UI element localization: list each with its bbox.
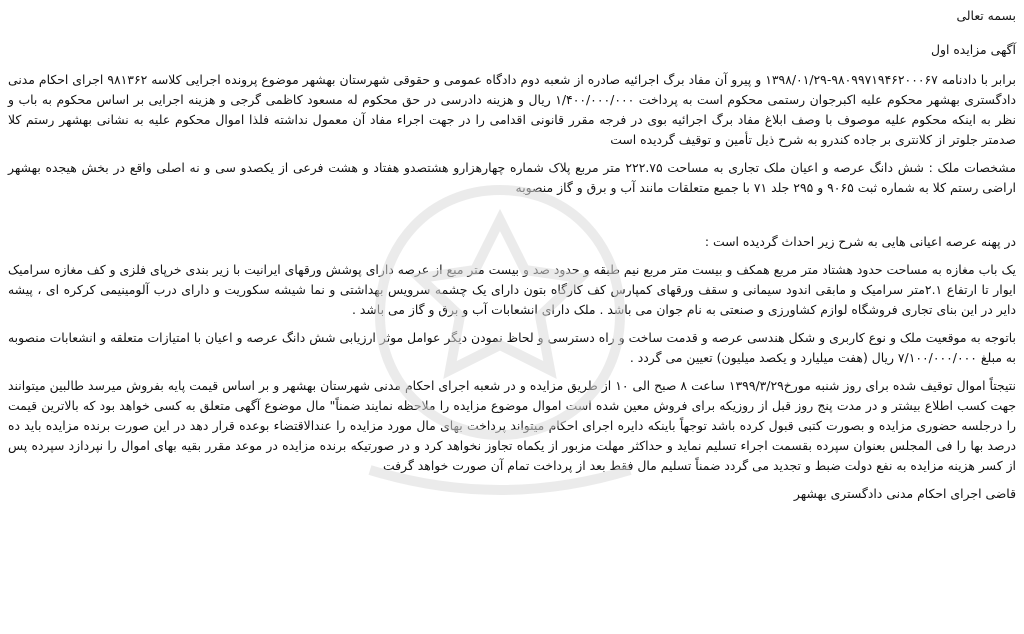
notice-title: آگهی مزایده اول xyxy=(930,42,1016,57)
paragraph-building-description: یک باب مغازه به مساحت حدود هشتاد متر مربع همکف و بیست متر مربع نیم طبقه و حدود صد و بیست متر مبع از عرصه دارای پوشش ورقهای ایرانیت با زیر بندی خرپای فلزی و کف مغازه سرامیک ایوار تا ارتفاع ۲.۱متر سرامیک و مابقی اندود سیمانی و سقف ورقهای کمپارس کف کارگاه بتون دارای یک چشمه سرویس بهداشتی و نما شیشه سکوریت و دارای درب آلومینیمی کرکره ای ، پیشه دایر در این بنای تجاری فروشگاه لوازم کشاورزی و صنعتی به نام جوان می باشد . ملک دارای انشعابات آب و برق و گاز می باشد . xyxy=(8,262,1016,317)
header-basmala: بسمه تعالی xyxy=(956,8,1016,23)
paragraph-valuation: باتوجه به موقعیت ملک و نوع کاربری و شکل هندسی عرصه و قدمت ساخت و راه دسترسی و لحاظ نمودن دیگر عوامل موثر ارزیابی شش دانگ عرصه و اعیان با امتیازات متعلقه و انشعابات منصوبه به مبلغ ۷/۱۰۰/۰۰۰/۰۰۰ ریال (هفت میلیارد و یکصد میلیون) تعیین می گردد . xyxy=(8,330,1016,365)
signature: قاضی اجرای احکام مدنی دادگستری بهشهر xyxy=(793,486,1016,501)
paragraph-judgment: برابر با دادنامه ۹۸۰۹۹۷۱۹۴۶۲۰۰۰۶۷-۱۳۹۸/۰۱/۲۹ و پیرو آن مفاد برگ اجرائیه صادره از شعبه دوم دادگاه عمومی و حقوقی شهرستان بهشهر موضوع پرونده اجرایی کلاسه ۹۸۱۳۶۲ اجرای احکام مدنی دادگستری بهشهر محکوم علیه اکبرجوان رستمی محکوم است به پرداخت ۱/۴۰۰/۰۰۰/۰۰۰ ریال و هزینه دادرسی در حق محکوم له مسعود کاظمی گرجی و هزینه اجرایی بر اساس محکوم به باب و نظر به اینکه محکوم علیه موصوف با وصف ابلاغ مفاد برگ اجرائیه بوی در فرجه مقرر قانونی اقدامی را در جهت اجراء مفاد آن معمول نداشته فلذا اموال محکوم علیه به نشانی بهشهر رستم کلا صدمتر جلوتر از کلانتری بر جاده کندرو به شرح ذیل تأمین و توقیف گردیده است xyxy=(8,72,1016,147)
paragraph-buildings-intro: در پهنه عرصه اعیانی هایی به شرح زیر احداث گردیده است : xyxy=(704,234,1016,249)
paragraph-auction-terms: نتیجتاً اموال توقیف شده برای روز شنبه مورخ۱۳۹۹/۳/۲۹ ساعت ۸ صبح الی ۱۰ از طریق مزایده و در شعبه اجرای احکام مدنی شهرستان بهشهر و بر اساس قیمت پایه بفروش میرسد طالبین میتوانند جهت کسب اطلاع بیشتر و در مدت پنج روز قبل از روزیکه برای فروش معین شده است اموال موضوع مزایده را ملاحظه نمایند ضمناً" مال موضوع آگهی متعلق به کسی خواهد بود که بالاترین قیمت را درجلسه حضوری مزایده و بصورت کتبی قبول کرده باشد توجهاً باینکه دایره اجرای احکام میتواند پرداخت بهای مال مورد مزایده را عندالاقتضاء بوعده قرار دهد در این صورت برنده مزایده باید ده درصد بها را فی المجلس بعنوان سپرده بقسمت اجراء تسلیم نماید و حداکثر مهلت مزبور از یکماه تجاوز نخواهد کرد و در صورتیکه برنده مزایده در موعد مقرر بقیه بهای اموال را نپردازد سپرده پس از کسر هزینه مزایده به نفع دولت ضبط و تجدید می گردد ضمناً تسلیم مال فقط بعد از پرداخت تمام آن صورت خواهد گرفت xyxy=(8,378,1016,473)
paragraph-property-specs: مشخصات ملک : شش دانگ عرصه و اعیان ملک تجاری به مساحت ۲۲۲.۷۵ متر مربع پلاک شماره چهارهزارو هشتصدو هفتاد و هشت فرعی از یکصدو سی و نه اصلی واقع در بخش هیجده بهشهر اراضی رستم کلا به شماره ثبت ۹۰۶۵ و ۲۹۵ جلد ۷۱ با جمیع متعلقات مانند آب و برق و گاز منصوبه xyxy=(8,160,1016,195)
